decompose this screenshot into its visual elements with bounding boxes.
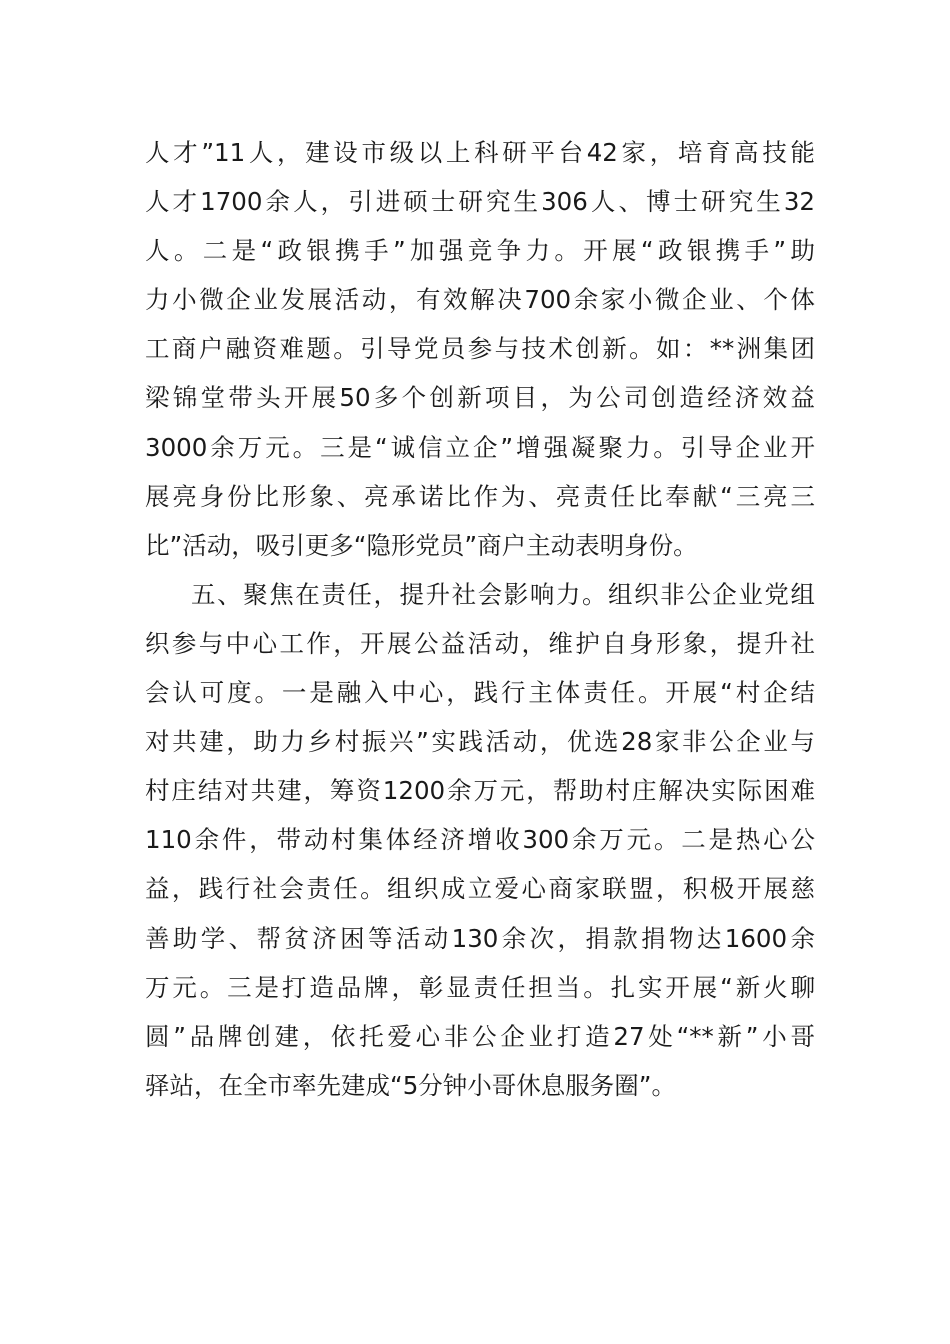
text-line: 比”活动，吸引更多“隐形党员”商户主动表明身份。	[145, 530, 698, 560]
paragraph-social-responsibility	[145, 570, 815, 1110]
document-body	[145, 128, 815, 1110]
section-heading-line: 五、聚焦在责任，提升社会影响力。组织非公企业党组	[191, 579, 815, 609]
text-line: 驿站，在全市率先建成“5分钟小哥休息服务圈”。	[145, 1070, 676, 1100]
text-line: 展亮身份比形象、亮承诺比作为、亮责任比奉献“三亮三	[145, 481, 815, 511]
text-line: 圆”品牌创建，依托爱心非公企业打造27处“**新”小哥	[145, 1021, 815, 1051]
text-line: 村庄结对共建，筹资1200余万元，帮助村庄解决实际困难	[145, 776, 815, 806]
text-line: 益，践行社会责任。组织成立爱心商家联盟，积极开展慈	[145, 874, 815, 904]
text-line: 力小微企业发展活动，有效解决700余家小微企业、个体	[145, 285, 815, 315]
text-line: 会认可度。一是融入中心，践行主体责任。开展“村企结	[145, 678, 815, 708]
text-line: 人才”11人，建设市级以上科研平台42家，培育高技能	[145, 138, 815, 167]
text-line: 人才1700余人，引进硕士研究生306人、博士研究生32	[145, 187, 815, 217]
text-line: 工商户融资难题。引导党员参与技术创新。如：**洲集团	[145, 334, 815, 364]
text-line: 人。二是“政银携手”加强竞争力。开展“政银携手”助	[145, 236, 815, 266]
text-line: 梁锦堂带头开展50多个创新项目，为公司创造经济效益	[145, 383, 815, 413]
text-line: 善助学、帮贫济困等活动130余次，捐款捐物达1600余	[145, 923, 815, 953]
text-line: 3000余万元。三是“诚信立企”增强凝聚力。引导企业开	[145, 432, 815, 462]
text-line: 对共建，助力乡村振兴”实践活动，优选28家非公企业与	[145, 727, 815, 757]
text-line: 织参与中心工作，开展公益活动，维护自身形象，提升社	[145, 628, 815, 658]
text-line: 110余件，带动村集体经济增收300余万元。二是热心公	[145, 825, 815, 855]
text-line: 万元。三是打造品牌，彰显责任担当。扎实开展“新火聊	[145, 972, 815, 1002]
paragraph-talent-and-credit	[145, 128, 815, 570]
